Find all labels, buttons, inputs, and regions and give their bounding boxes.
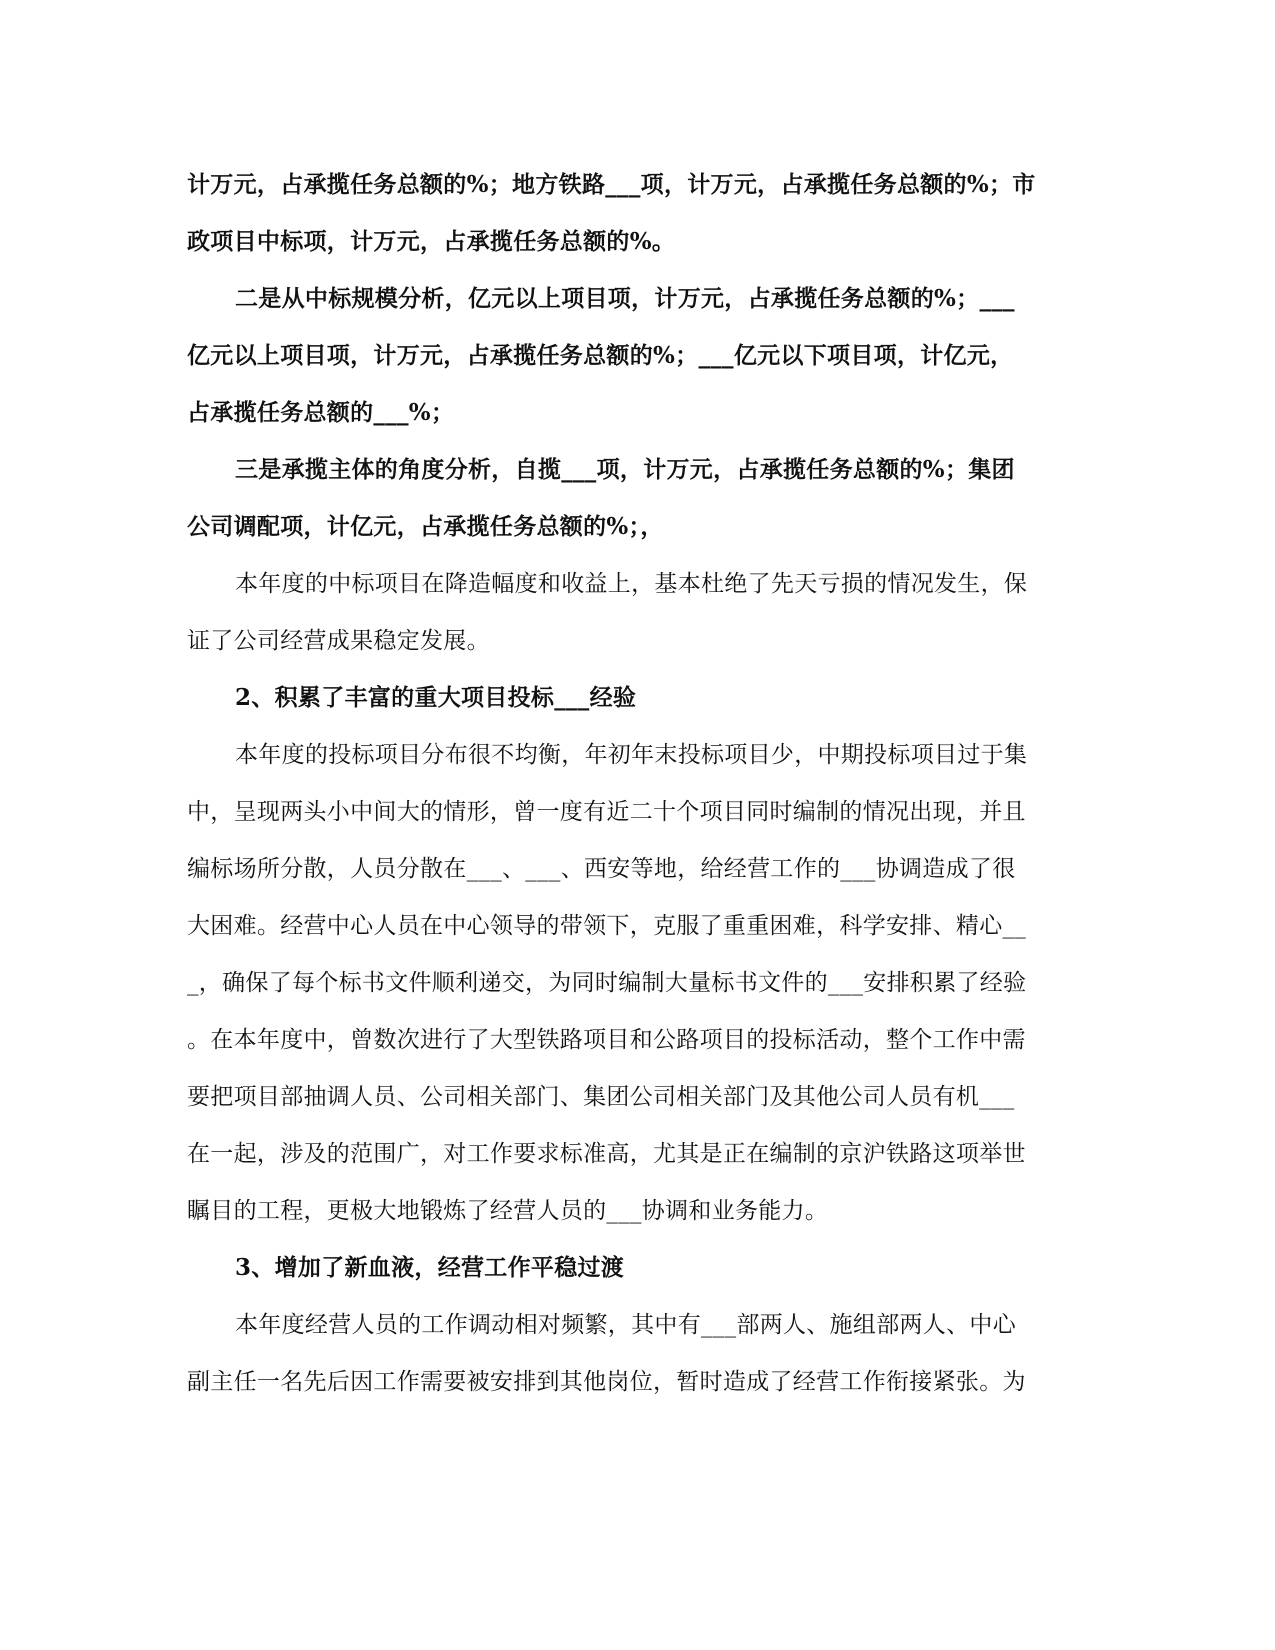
paragraph-line: 二是从中标规模分析，亿元以上项目项，计万元，占承揽任务总额的%；___ bbox=[235, 285, 1015, 312]
section-heading: 3、增加了新血液，经营工作平稳过渡 bbox=[235, 1254, 625, 1281]
paragraph-line: 本年度的投标项目分布很不均衡，年初年末投标项目少，中期投标项目过于集 bbox=[235, 742, 1028, 768]
text-line: 。在本年度中，曾数次进行了大型铁路项目和公路项目的投标活动，整个工作中需 bbox=[187, 1027, 1026, 1053]
text-line: 中，呈现两头小中间大的情形，曾一度有近二十个项目同时编制的情况出现，并且 bbox=[187, 799, 1026, 825]
paragraph-line: 三是承揽主体的角度分析，自揽___项，计万元，占承揽任务总额的%；集团 bbox=[235, 456, 1015, 483]
text-line: 在一起，涉及的范围广，对工作要求标准高，尤其是正在编制的京沪铁路这项举世 bbox=[187, 1141, 1026, 1167]
text-line: 亿元以上项目项，计万元，占承揽任务总额的%；___亿元以下项目项，计亿元， bbox=[187, 342, 1014, 369]
text-line: 占承揽任务总额的___%； bbox=[187, 399, 455, 426]
text-line: 编标场所分散，人员分散在___、___、西安等地，给经营工作的___协调造成了很 bbox=[187, 856, 1016, 882]
text-line: 计万元，占承揽任务总额的%；地方铁路___项，计万元，占承揽任务总额的%；市 bbox=[187, 171, 1036, 198]
text-line: 副主任一名先后因工作需要被安排到其他岗位，暂时造成了经营工作衔接紧张。为 bbox=[187, 1369, 1026, 1395]
text-line: 公司调配项，计亿元，占承揽任务总额的%；， bbox=[187, 513, 664, 540]
text-line: _，确保了每个标书文件顺利递交，为同时编制大量标书文件的___安排积累了经验 bbox=[187, 970, 1027, 996]
text-line: 瞩目的工程，更极大地锻炼了经营人员的___协调和业务能力。 bbox=[187, 1198, 829, 1224]
text-line: 要把项目部抽调人员、公司相关部门、集团公司相关部门及其他公司人员有机___ bbox=[187, 1084, 1015, 1110]
text-line: 证了公司经营成果稳定发展。 bbox=[187, 628, 490, 654]
paragraph-line: 本年度经营人员的工作调动相对频繁，其中有___部两人、施组部两人、中心 bbox=[235, 1312, 1016, 1338]
text-line: 大困难。经营中心人员在中心领导的带领下，克服了重重困难，科学安排、精心__ bbox=[187, 913, 1027, 939]
section-heading: 2、积累了丰富的重大项目投标___经验 bbox=[235, 684, 637, 711]
paragraph-line: 本年度的中标项目在降造幅度和收益上，基本杜绝了先天亏损的情况发生，保 bbox=[235, 571, 1028, 597]
text-line: 政项目中标项，计万元，占承揽任务总额的%。 bbox=[187, 228, 676, 255]
